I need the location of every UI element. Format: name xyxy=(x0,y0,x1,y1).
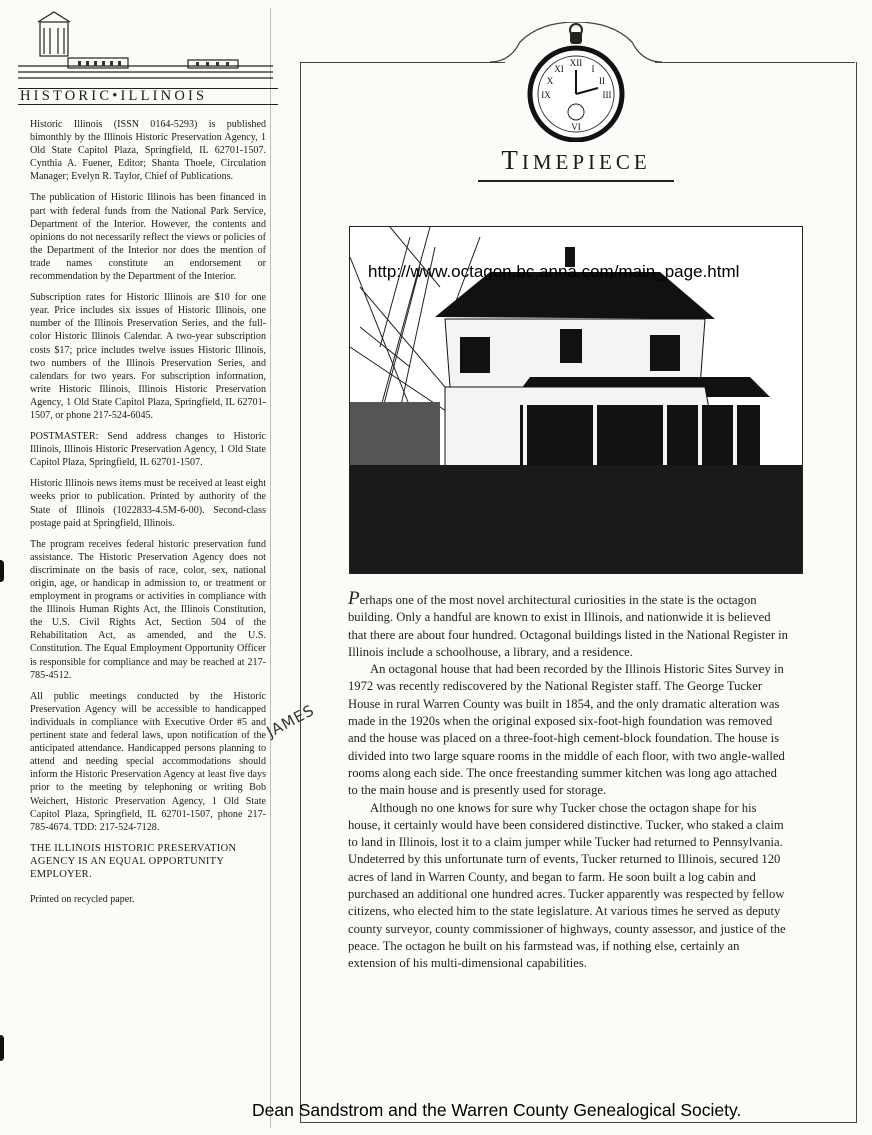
info-paragraph: Subscription rates for Historic Illinois are $10 for one year. Price includes six issues of Historic Illinois, one number of the Illinois Preservation Series, and the full-color Historic Illinois Calendar. A two-year subscription costs $17; price includes twelve issues Historic Illinois, two numbers of the Illinois Preservation Series, and calendars for two years. For subscription information, write Historic Illinois, Illinois Historic Preservation Agency, 1 Old State Capitol Plaza, Springfield, IL 62701-1507, or phone 217-524-6045. xyxy=(30,292,266,421)
svg-text:VI: VI xyxy=(571,122,581,132)
article-paragraph-text: erhaps one of the most novel architectural curiosities in the state is the octagon building. Only a handful are known to exist in Illinois, and nationwide it is believed that there are about four hundred. Octagonal buildings listed in the National Register in Illinois include a schoolhouse, a library, and a residence. xyxy=(348,593,788,659)
svg-text:I: I xyxy=(591,64,595,74)
frame-top-border xyxy=(655,62,855,63)
svg-text:X: X xyxy=(546,76,554,86)
handwritten-annotation: JAMES xyxy=(263,700,318,742)
binder-hole-mark xyxy=(0,560,4,582)
section-title-initial: T xyxy=(501,145,522,175)
overlay-url: http://www.octagon.bc.anna.com/main_page.html xyxy=(368,262,740,281)
info-paragraph: The program receives federal historic preservation fund assistance. The Historic Preservation Agency does not discriminate on the basis of race, color, sex, national origin, age, or handicap in admission to, or treatment or employment in programs or activities in compliance with the Illinois Human Rights Act, the Illinois Constitution, the U.S. Civil Rights Act, Section 504 of the Rehabilitation Act, as amended, and the U.S. Constitution. The Equal Employment Opportunity Officer is responsible for compliance and may be reached at 217-785-4512. xyxy=(30,538,266,681)
left-column xyxy=(8,8,271,1128)
svg-text:IX: IX xyxy=(541,90,551,100)
article-paragraph: Although no one knows for sure why Tucker chose the octagon shape for his house, it certainly would have been considered distinctive. Tucker, who staked a claim to land in Illinois, lost it to a claim jumper while Tucker had returned to Pennsylvania. Undeterred by this unfortunate turn of events, Tucker returned to Illinois, secured 120 acres of land in Warren County, and began to farm. He soon built a log cabin and purchased an additional one hundred acres. Tucker apparently was respected by fellow citizens, who elected him to the state legislature. At various times he served as deputy county surveyor, county commissioner of highways, county assessor, and justice of the peace. The octagon he built on his farmstead was, if nothing else, certainly an extension of his multi-dimensional capabilities. xyxy=(348,800,786,971)
svg-text:XII: XII xyxy=(569,58,583,68)
binder-hole-mark xyxy=(0,1035,4,1061)
publication-info xyxy=(30,118,266,914)
frame-top-border xyxy=(300,62,505,63)
svg-text:XI: XI xyxy=(554,64,564,74)
equal-opportunity-statement: THE ILLINOIS HISTORIC PRESERVATION AGENCY IS AN EQUAL OPPORTUNITY EMPLOYER. xyxy=(30,842,237,880)
svg-text:III: III xyxy=(602,90,612,100)
info-paragraph: Historic Illinois (ISSN 0164-5293) is published bimonthly by the Illinois Historic Preservation Agency, 1 Old State Capitol Plaza, Springfield, IL 62701-1507. Cynthia A. Fuener, Editor; Shanta Thoele, Circulation Manager; Evelyn R. Taylor, Chief of Publications. xyxy=(30,119,266,183)
recycled-paper-note: Printed on recycled paper. xyxy=(30,894,135,906)
info-paragraph: POSTMASTER: Send address changes to Historic Illinois, Illinois Historic Preservation Agency, 1 Old State Capitol Plaza, Springfield, IL 62701-1507. xyxy=(30,431,266,469)
article-paragraph: An octagonal house that had been recorded by the Illinois Historic Sites Survey in 1972 was recently rediscovered by the National Register staff. The George Tucker House in rural Warren County was built in 1854, and the only dramatic alteration was made in the 1920s when the original exposed six-foot-high foundation was removed and the house was placed on a three-foot-high cement-block foundation. The house is divided into two large square rooms in the middle of each floor, with two angle-walled rooms along each side. The once freestanding summer kitchen was long ago attached to the main house and is presently used for storage. xyxy=(348,662,785,798)
masthead-title: HISTORIC•ILLINOIS xyxy=(18,88,278,105)
info-paragraph: All public meetings conducted by the Historic Preservation Agency will be accessible to handicapped individuals in compliance with Executive Order #5 and pertinent state and federal laws, upon notification of the anticipated attendance. Handicapped persons planning to attend and needing special accommodations should inform the Historic Preservation Agency at least five days prior to the meeting by telephoning or writing Bob Weichert, Historic Preservation Agency, 1 Old State Capitol Plaza, Springfield, IL 62701-1507, phone 217-785-4674. TDD: 217-524-7128. xyxy=(30,690,266,833)
pocket-watch-icon xyxy=(490,22,662,142)
info-paragraph: The publication of Historic Illinois has been financed in part with federal funds from the National Park Service, Department of the Interior. However, the contents and opinions do not necessarily reflect the views or policies of the Department of the Interior nor does the mention of trade names constitute an endorsement or recommendation by the Department of the Interior. xyxy=(30,192,266,283)
info-paragraph: Historic Illinois news items must be received at least eight weeks prior to publication. Printed by authority of the State of Illinois (1022833-4.5M-6-00). Second-class postage paid at Springfield, Illinois. xyxy=(30,478,266,529)
capitol-building-logo-icon xyxy=(8,8,278,88)
article-paragraph xyxy=(348,590,788,661)
section-title xyxy=(478,142,674,182)
masthead xyxy=(8,8,270,104)
section-title-rest: IMEPIECE xyxy=(521,150,651,174)
svg-text:II: II xyxy=(599,76,605,86)
article-body xyxy=(348,590,788,973)
drop-cap: P xyxy=(348,588,360,609)
photo-credit-caption: Dean Sandstrom and the Warren County Genealogical Society. xyxy=(252,1100,742,1120)
